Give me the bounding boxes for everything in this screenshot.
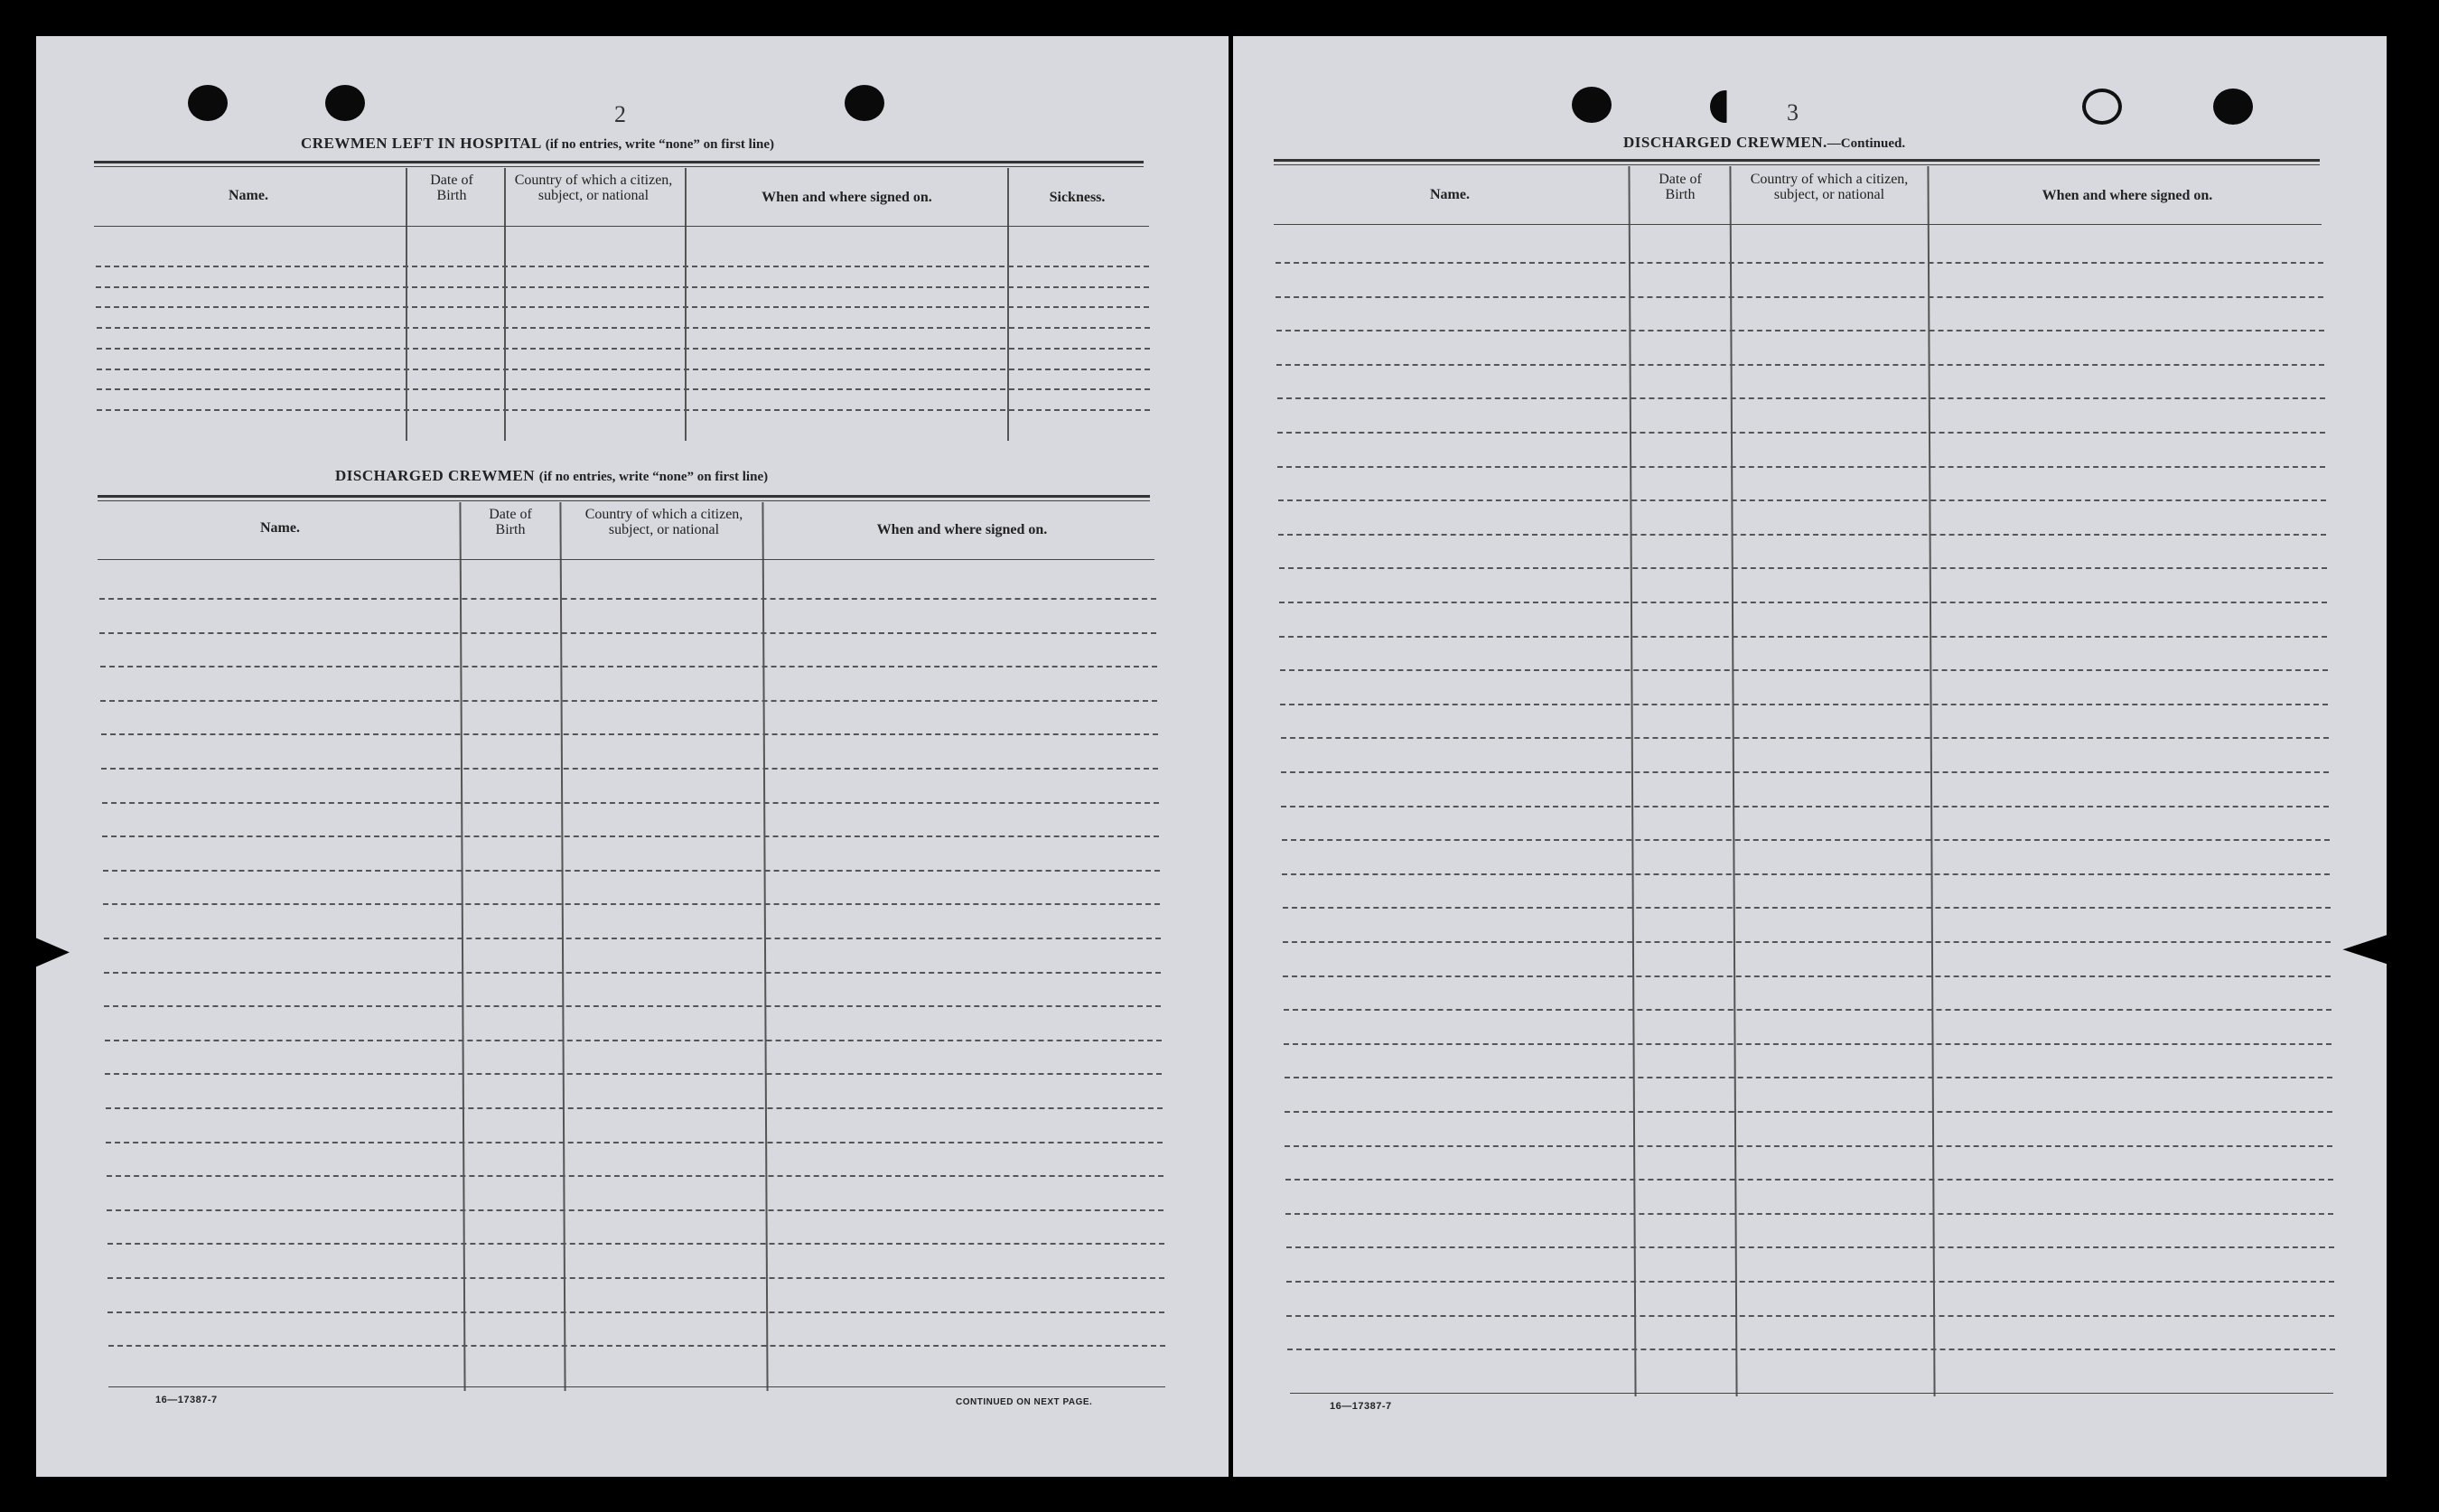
ruled-line: [105, 1073, 1162, 1075]
ruled-line: [97, 409, 1150, 411]
ruled-line: [1286, 1246, 2334, 1248]
ruled-line: [96, 286, 1149, 288]
hospital-column-header-rule: [94, 226, 1149, 227]
ruled-line: [1287, 1349, 2335, 1350]
ruled-line: [1282, 839, 2330, 841]
hospital-header-rule: [94, 161, 1144, 163]
right-continued-label: —Continued.: [1827, 136, 1906, 151]
punch-hole: [1710, 90, 1741, 123]
ruled-line: [1281, 806, 2329, 807]
ruled-line: [97, 369, 1150, 370]
ruled-line: [107, 1243, 1164, 1245]
hospital-column-rule: [406, 168, 407, 441]
hospital-col-sickness: Sickness.: [1049, 190, 1106, 205]
discharged-column-header-rule: [98, 559, 1154, 560]
ruled-line: [101, 768, 1158, 770]
ruled-line: [107, 1209, 1163, 1211]
ruled-line: [1279, 567, 2327, 569]
hospital-column-rule: [504, 168, 506, 441]
ruled-line: [99, 632, 1156, 634]
right-col-country: Country of which a citizen, subject, or national: [1750, 172, 1909, 202]
page-number-right: 3: [1787, 99, 1799, 126]
ruled-line: [101, 733, 1158, 735]
ruled-line: [1281, 771, 2329, 773]
punch-hole: [325, 85, 365, 121]
ruled-line: [1277, 397, 2325, 399]
hospital-header-rule: [94, 166, 1144, 167]
discharged-col-dob: Date of Birth: [489, 507, 532, 537]
ruled-line: [106, 1107, 1163, 1109]
right-page-sheet: [1233, 36, 2387, 1477]
ruled-line: [1285, 1179, 2333, 1181]
ruled-line: [1286, 1315, 2334, 1317]
ruled-line: [1276, 262, 2323, 264]
ruled-line: [1279, 602, 2327, 603]
ruled-line: [102, 802, 1159, 804]
hospital-col-signed-on: When and where signed on.: [762, 190, 932, 205]
ruled-line: [1276, 364, 2324, 366]
continued-on-next-page: CONTINUED ON NEXT PAGE.: [956, 1397, 1093, 1407]
ruled-line: [102, 835, 1159, 837]
ruled-line: [1276, 296, 2323, 298]
ruled-line: [105, 1040, 1162, 1041]
discharged-header-rule: [98, 495, 1150, 498]
hospital-col-country: Country of which a citizen, subject, or national: [514, 173, 673, 203]
right-col-name: Name.: [1430, 187, 1470, 202]
ruled-line: [1285, 1145, 2332, 1147]
ruled-line: [106, 1142, 1163, 1143]
discharged-col-signed-on: When and where signed on.: [876, 522, 1048, 537]
ruled-line: [1286, 1281, 2334, 1283]
ruled-line: [100, 700, 1157, 702]
ruled-line: [97, 388, 1150, 390]
ruled-line: [104, 938, 1161, 939]
right-bottom-rule: [1290, 1393, 2333, 1394]
left-form-number: 16—17387-7: [155, 1395, 218, 1405]
hospital-column-rule: [1007, 168, 1009, 441]
ruled-line: [1282, 873, 2330, 875]
ruled-line: [96, 306, 1149, 308]
left-bottom-rule: [108, 1386, 1165, 1387]
ruled-line: [104, 972, 1161, 974]
punch-hole: [845, 85, 884, 121]
ruled-line: [108, 1345, 1165, 1347]
ruled-line: [1279, 636, 2327, 638]
ruled-line: [1283, 907, 2331, 909]
hospital-col-name: Name.: [229, 188, 268, 203]
ruled-line: [1276, 330, 2324, 331]
discharged-section-instruction: (if no entries, write “none” on first line): [538, 470, 769, 484]
ruled-line: [1277, 466, 2325, 468]
right-header-rule: [1274, 159, 2320, 162]
ruled-line: [97, 348, 1150, 350]
ruled-line: [1283, 941, 2331, 943]
left-page-sheet: [36, 36, 1229, 1477]
ruled-line: [107, 1175, 1163, 1177]
right-col-dob: Date of Birth: [1659, 172, 1702, 202]
hospital-col-dob: Date of Birth: [430, 173, 473, 203]
discharged-section-title: DISCHARGED CREWMEN (if no entries, write “none” on first line): [335, 467, 769, 484]
ruled-line: [1278, 499, 2326, 501]
punch-hole: [2082, 89, 2122, 125]
ruled-line: [1277, 432, 2325, 434]
page-number-left: 2: [614, 101, 626, 127]
ruled-line: [1281, 737, 2329, 739]
discharged-col-country: Country of which a citizen, subject, or national: [584, 507, 743, 537]
hospital-column-rule: [685, 168, 687, 441]
ruled-line: [1280, 704, 2328, 705]
ruled-line: [103, 903, 1160, 905]
discharged-col-name: Name.: [260, 520, 300, 536]
ruled-line: [107, 1277, 1164, 1279]
ruled-line: [1284, 1009, 2332, 1011]
right-header-rule: [1274, 164, 2320, 165]
right-form-number: 16—17387-7: [1330, 1401, 1392, 1412]
right-column-header-rule: [1274, 224, 2322, 225]
hospital-section-instruction: (if no entries, write “none” on first line): [545, 137, 774, 152]
ruled-line: [99, 598, 1156, 600]
ruled-line: [97, 327, 1150, 329]
ruled-line: [1285, 1077, 2332, 1078]
ruled-line: [1280, 669, 2328, 671]
ruled-line: [1283, 975, 2331, 977]
punch-hole: [188, 85, 228, 121]
ruled-line: [1285, 1213, 2333, 1215]
ruled-line: [96, 266, 1149, 267]
punch-hole: [2213, 89, 2253, 125]
ruled-line: [100, 666, 1157, 667]
ruled-line: [1284, 1043, 2332, 1045]
punch-hole: [1572, 87, 1612, 123]
right-col-signed-on: When and where signed on.: [2042, 188, 2213, 203]
discharged-header-rule: [98, 500, 1150, 501]
ruled-line: [103, 870, 1160, 872]
ruled-line: [1285, 1111, 2332, 1113]
ruled-line: [1278, 534, 2326, 536]
right-discharged-title: DISCHARGED CREWMEN.—Continued.: [1623, 134, 1906, 151]
ruled-line: [107, 1311, 1164, 1313]
hospital-section-title: CREWMEN LEFT IN HOSPITAL (if no entries, write “none” on first line): [301, 135, 774, 152]
ruled-line: [104, 1005, 1161, 1007]
